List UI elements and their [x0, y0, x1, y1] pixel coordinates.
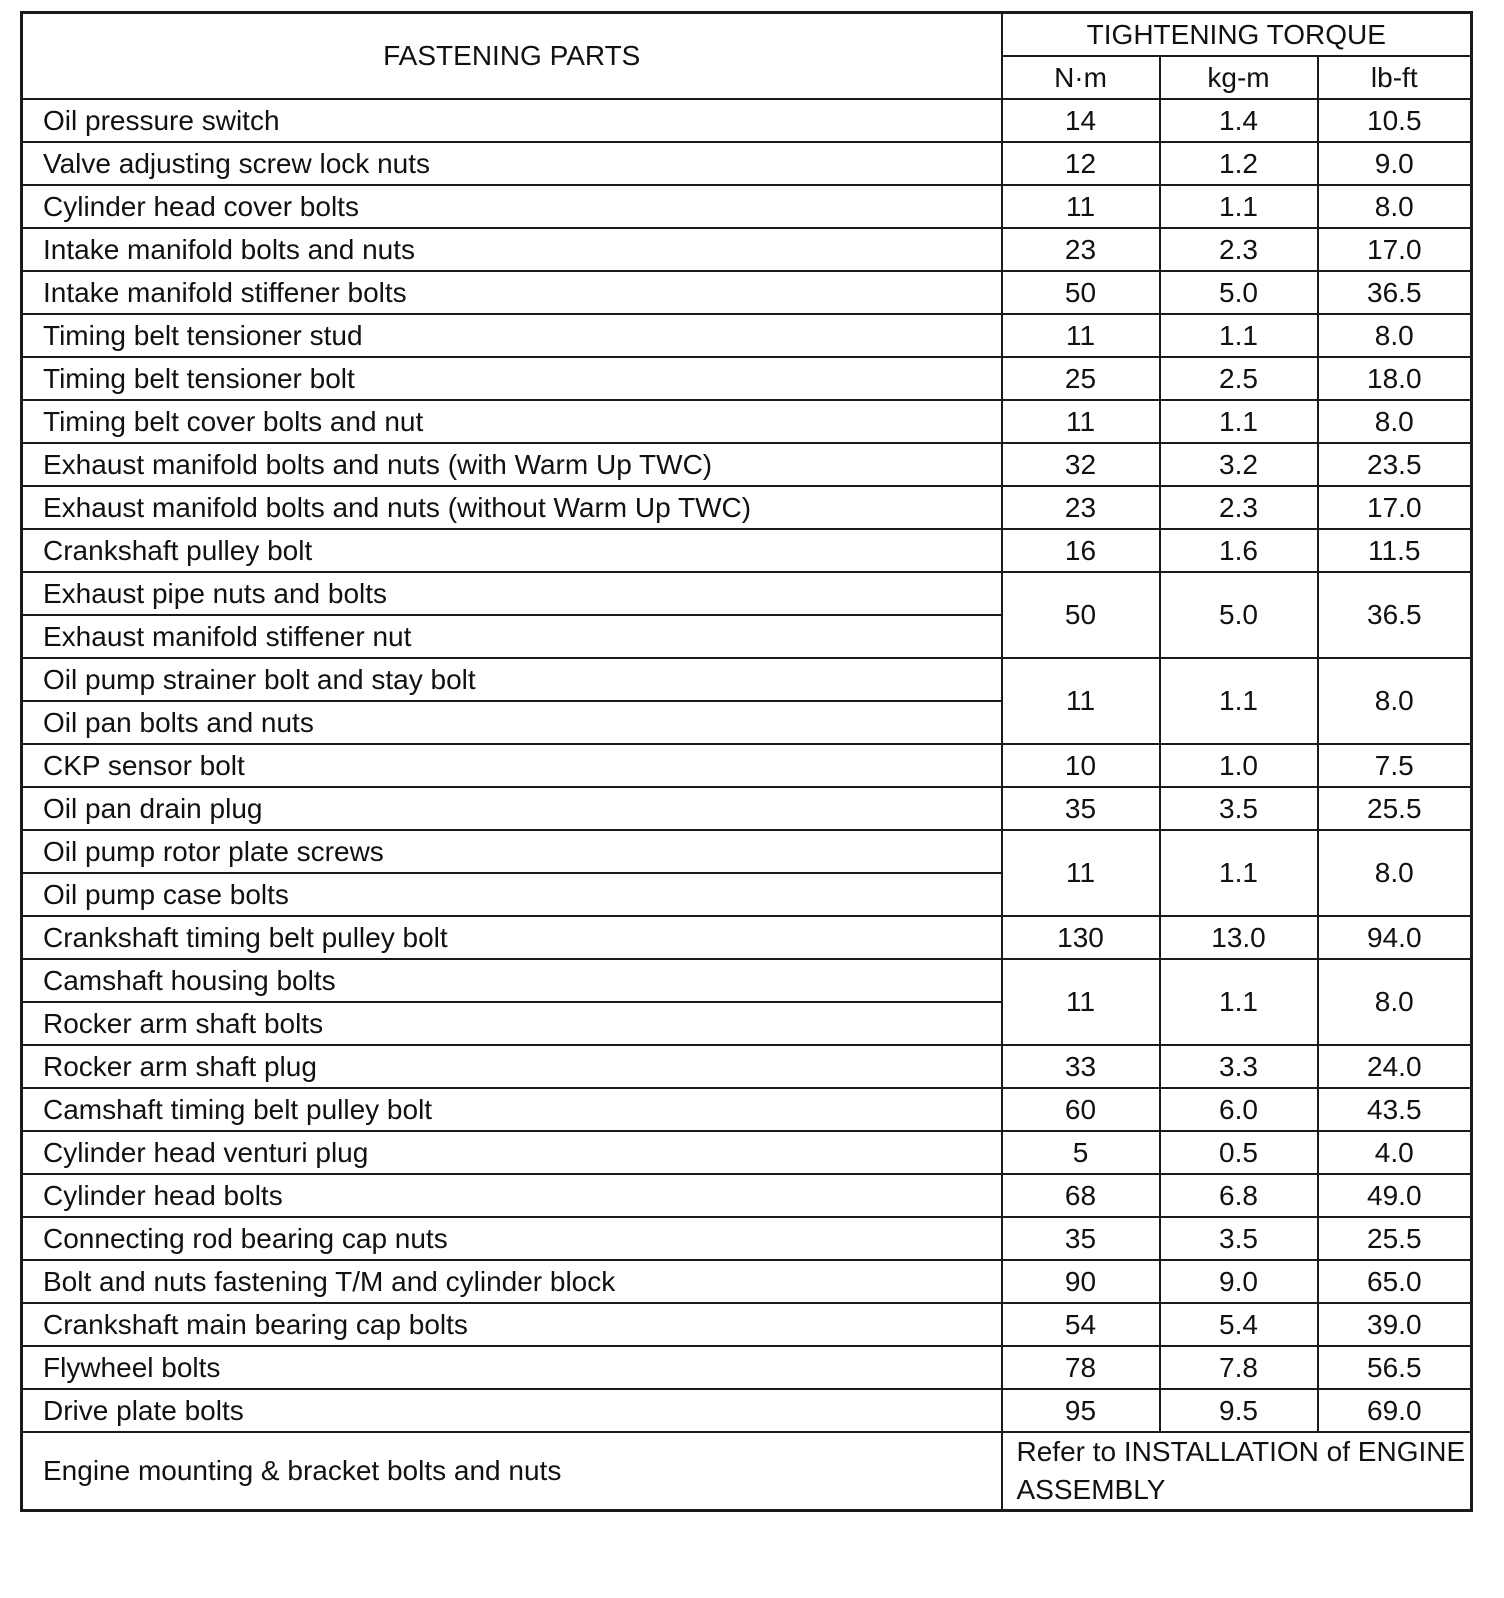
- torque-nm-cell: 50: [1002, 271, 1160, 314]
- fastening-part-cell: Rocker arm shaft bolts: [22, 1002, 1002, 1045]
- torque-lbft-cell: 11.5: [1318, 529, 1472, 572]
- torque-nm-cell: 33: [1002, 1045, 1160, 1088]
- fastening-part-cell: Cylinder head bolts: [22, 1174, 1002, 1217]
- torque-lbft-cell: 8.0: [1318, 658, 1472, 744]
- table-body: [22, 99, 1472, 1511]
- table-row: [22, 271, 1472, 314]
- table-row: [22, 99, 1472, 142]
- table-row: [22, 572, 1472, 615]
- torque-nm-cell: 90: [1002, 1260, 1160, 1303]
- torque-nm-cell: 12: [1002, 142, 1160, 185]
- table-header: [22, 13, 1472, 100]
- torque-lbft-cell: 39.0: [1318, 1303, 1472, 1346]
- table-row: [22, 916, 1472, 959]
- torque-lbft-cell: 8.0: [1318, 400, 1472, 443]
- torque-kgm-cell: 9.5: [1160, 1389, 1318, 1432]
- torque-nm-cell: 16: [1002, 529, 1160, 572]
- fastening-part-cell: Oil pump rotor plate screws: [22, 830, 1002, 873]
- torque-nm-cell: 5: [1002, 1131, 1160, 1174]
- torque-nm-cell: 11: [1002, 959, 1160, 1045]
- fastening-part-cell: Intake manifold bolts and nuts: [22, 228, 1002, 271]
- fastening-part-cell: Oil pump case bolts: [22, 873, 1002, 916]
- torque-kgm-cell: 6.8: [1160, 1174, 1318, 1217]
- fastening-part-cell: Oil pan drain plug: [22, 787, 1002, 830]
- torque-kgm-cell: 7.8: [1160, 1346, 1318, 1389]
- table-row: [22, 486, 1472, 529]
- table-row: [22, 1217, 1472, 1260]
- torque-lbft-cell: 7.5: [1318, 744, 1472, 787]
- fastening-part-cell: Bolt and nuts fastening T/M and cylinder block: [22, 1260, 1002, 1303]
- torque-nm-cell: 14: [1002, 99, 1160, 142]
- torque-nm-cell: 35: [1002, 787, 1160, 830]
- torque-lbft-cell: 25.5: [1318, 1217, 1472, 1260]
- table-row: [22, 529, 1472, 572]
- table-row: [22, 1346, 1472, 1389]
- torque-lbft-cell: 17.0: [1318, 228, 1472, 271]
- torque-lbft-cell: 65.0: [1318, 1260, 1472, 1303]
- fastening-part-cell: Crankshaft pulley bolt: [22, 529, 1002, 572]
- torque-kgm-cell: 3.5: [1160, 1217, 1318, 1260]
- torque-lbft-cell: 69.0: [1318, 1389, 1472, 1432]
- torque-kgm-cell: 1.4: [1160, 99, 1318, 142]
- torque-nm-cell: 11: [1002, 658, 1160, 744]
- tightening-torque-header: TIGHTENING TORQUE: [1002, 13, 1472, 57]
- table-row: [22, 1174, 1472, 1217]
- torque-lbft-cell: 9.0: [1318, 142, 1472, 185]
- torque-lbft-cell: 36.5: [1318, 572, 1472, 658]
- table-row: [22, 443, 1472, 486]
- table-row: [22, 658, 1472, 701]
- torque-kgm-cell: 1.0: [1160, 744, 1318, 787]
- torque-lbft-cell: 49.0: [1318, 1174, 1472, 1217]
- fastening-part-cell: Cylinder head cover bolts: [22, 185, 1002, 228]
- torque-kgm-cell: 1.1: [1160, 658, 1318, 744]
- fastening-part-cell: Engine mounting & bracket bolts and nuts: [22, 1432, 1002, 1511]
- table-row: [22, 959, 1472, 1002]
- fastening-part-cell: Connecting rod bearing cap nuts: [22, 1217, 1002, 1260]
- fastening-part-cell: Crankshaft timing belt pulley bolt: [22, 916, 1002, 959]
- torque-nm-cell: 11: [1002, 830, 1160, 916]
- torque-nm-cell: 32: [1002, 443, 1160, 486]
- fastening-part-cell: CKP sensor bolt: [22, 744, 1002, 787]
- torque-kgm-cell: 1.2: [1160, 142, 1318, 185]
- torque-kgm-cell: 1.1: [1160, 185, 1318, 228]
- torque-kgm-cell: 13.0: [1160, 916, 1318, 959]
- table-row: [22, 830, 1472, 873]
- torque-nm-cell: 11: [1002, 400, 1160, 443]
- torque-note-cell: Refer to INSTALLATION of ENGINE ASSEMBLY: [1002, 1432, 1472, 1511]
- torque-nm-cell: 25: [1002, 357, 1160, 400]
- torque-kgm-cell: 3.2: [1160, 443, 1318, 486]
- torque-kgm-cell: 2.3: [1160, 228, 1318, 271]
- torque-kgm-cell: 0.5: [1160, 1131, 1318, 1174]
- torque-lbft-cell: 8.0: [1318, 185, 1472, 228]
- torque-kgm-cell: 2.3: [1160, 486, 1318, 529]
- unit-header-kgm: kg-m: [1160, 56, 1318, 99]
- torque-nm-cell: 60: [1002, 1088, 1160, 1131]
- torque-lbft-cell: 25.5: [1318, 787, 1472, 830]
- unit-header-nm: N·m: [1002, 56, 1160, 99]
- torque-kgm-cell: 1.1: [1160, 959, 1318, 1045]
- table-row: [22, 314, 1472, 357]
- fastening-part-cell: Crankshaft main bearing cap bolts: [22, 1303, 1002, 1346]
- torque-lbft-cell: 56.5: [1318, 1346, 1472, 1389]
- table-row: [22, 1088, 1472, 1131]
- fastening-part-cell: Oil pump strainer bolt and stay bolt: [22, 658, 1002, 701]
- torque-kgm-cell: 3.3: [1160, 1045, 1318, 1088]
- torque-lbft-cell: 4.0: [1318, 1131, 1472, 1174]
- torque-nm-cell: 11: [1002, 314, 1160, 357]
- fastening-part-cell: Oil pan bolts and nuts: [22, 701, 1002, 744]
- torque-lbft-cell: 94.0: [1318, 916, 1472, 959]
- torque-kgm-cell: 1.1: [1160, 314, 1318, 357]
- fastening-part-cell: Cylinder head venturi plug: [22, 1131, 1002, 1174]
- fastening-part-cell: Drive plate bolts: [22, 1389, 1002, 1432]
- table-row: [22, 1303, 1472, 1346]
- torque-nm-cell: 23: [1002, 486, 1160, 529]
- torque-nm-cell: 130: [1002, 916, 1160, 959]
- table-row: [22, 787, 1472, 830]
- fastening-part-cell: Exhaust manifold stiffener nut: [22, 615, 1002, 658]
- torque-kgm-cell: 1.1: [1160, 830, 1318, 916]
- torque-lbft-cell: 10.5: [1318, 99, 1472, 142]
- fastening-part-cell: Rocker arm shaft plug: [22, 1045, 1002, 1088]
- torque-kgm-cell: 1.6: [1160, 529, 1318, 572]
- torque-nm-cell: 50: [1002, 572, 1160, 658]
- fastening-part-cell: Exhaust manifold bolts and nuts (without Warm Up TWC): [22, 486, 1002, 529]
- fastening-part-cell: Intake manifold stiffener bolts: [22, 271, 1002, 314]
- torque-lbft-cell: 8.0: [1318, 314, 1472, 357]
- torque-nm-cell: 78: [1002, 1346, 1160, 1389]
- torque-kgm-cell: 5.4: [1160, 1303, 1318, 1346]
- torque-kgm-cell: 2.5: [1160, 357, 1318, 400]
- table-row: [22, 1389, 1472, 1432]
- table-row: [22, 1260, 1472, 1303]
- fastening-part-cell: Timing belt cover bolts and nut: [22, 400, 1002, 443]
- fastening-part-cell: Exhaust pipe nuts and bolts: [22, 572, 1002, 615]
- torque-lbft-cell: 8.0: [1318, 830, 1472, 916]
- torque-lbft-cell: 18.0: [1318, 357, 1472, 400]
- torque-lbft-cell: 24.0: [1318, 1045, 1472, 1088]
- torque-nm-cell: 23: [1002, 228, 1160, 271]
- fastening-part-cell: Flywheel bolts: [22, 1346, 1002, 1389]
- table-row: [22, 1045, 1472, 1088]
- fastening-part-cell: Oil pressure switch: [22, 99, 1002, 142]
- torque-table-container: [20, 11, 1473, 1512]
- torque-kgm-cell: 5.0: [1160, 572, 1318, 658]
- table-row: [22, 744, 1472, 787]
- torque-kgm-cell: 5.0: [1160, 271, 1318, 314]
- table-row: [22, 400, 1472, 443]
- fastening-part-cell: Camshaft housing bolts: [22, 959, 1002, 1002]
- table-row: [22, 185, 1472, 228]
- unit-header-lbft: lb-ft: [1318, 56, 1472, 99]
- fastening-part-cell: Timing belt tensioner bolt: [22, 357, 1002, 400]
- fastening-part-cell: Camshaft timing belt pulley bolt: [22, 1088, 1002, 1131]
- torque-lbft-cell: 23.5: [1318, 443, 1472, 486]
- table-row: [22, 357, 1472, 400]
- torque-lbft-cell: 36.5: [1318, 271, 1472, 314]
- fastening-part-cell: Timing belt tensioner stud: [22, 314, 1002, 357]
- table-row: [22, 1432, 1472, 1511]
- torque-nm-cell: 54: [1002, 1303, 1160, 1346]
- torque-lbft-cell: 17.0: [1318, 486, 1472, 529]
- torque-kgm-cell: 9.0: [1160, 1260, 1318, 1303]
- torque-kgm-cell: 3.5: [1160, 787, 1318, 830]
- torque-nm-cell: 11: [1002, 185, 1160, 228]
- fastening-part-cell: Valve adjusting screw lock nuts: [22, 142, 1002, 185]
- table-row: [22, 1131, 1472, 1174]
- torque-nm-cell: 10: [1002, 744, 1160, 787]
- torque-nm-cell: 68: [1002, 1174, 1160, 1217]
- torque-lbft-cell: 43.5: [1318, 1088, 1472, 1131]
- table-row: [22, 228, 1472, 271]
- fastening-part-cell: Exhaust manifold bolts and nuts (with Warm Up TWC): [22, 443, 1002, 486]
- torque-nm-cell: 95: [1002, 1389, 1160, 1432]
- torque-kgm-cell: 6.0: [1160, 1088, 1318, 1131]
- table-row: [22, 142, 1472, 185]
- torque-lbft-cell: 8.0: [1318, 959, 1472, 1045]
- tightening-torque-table: [20, 11, 1473, 1512]
- torque-nm-cell: 35: [1002, 1217, 1160, 1260]
- torque-kgm-cell: 1.1: [1160, 400, 1318, 443]
- fastening-parts-header: FASTENING PARTS: [22, 13, 1002, 100]
